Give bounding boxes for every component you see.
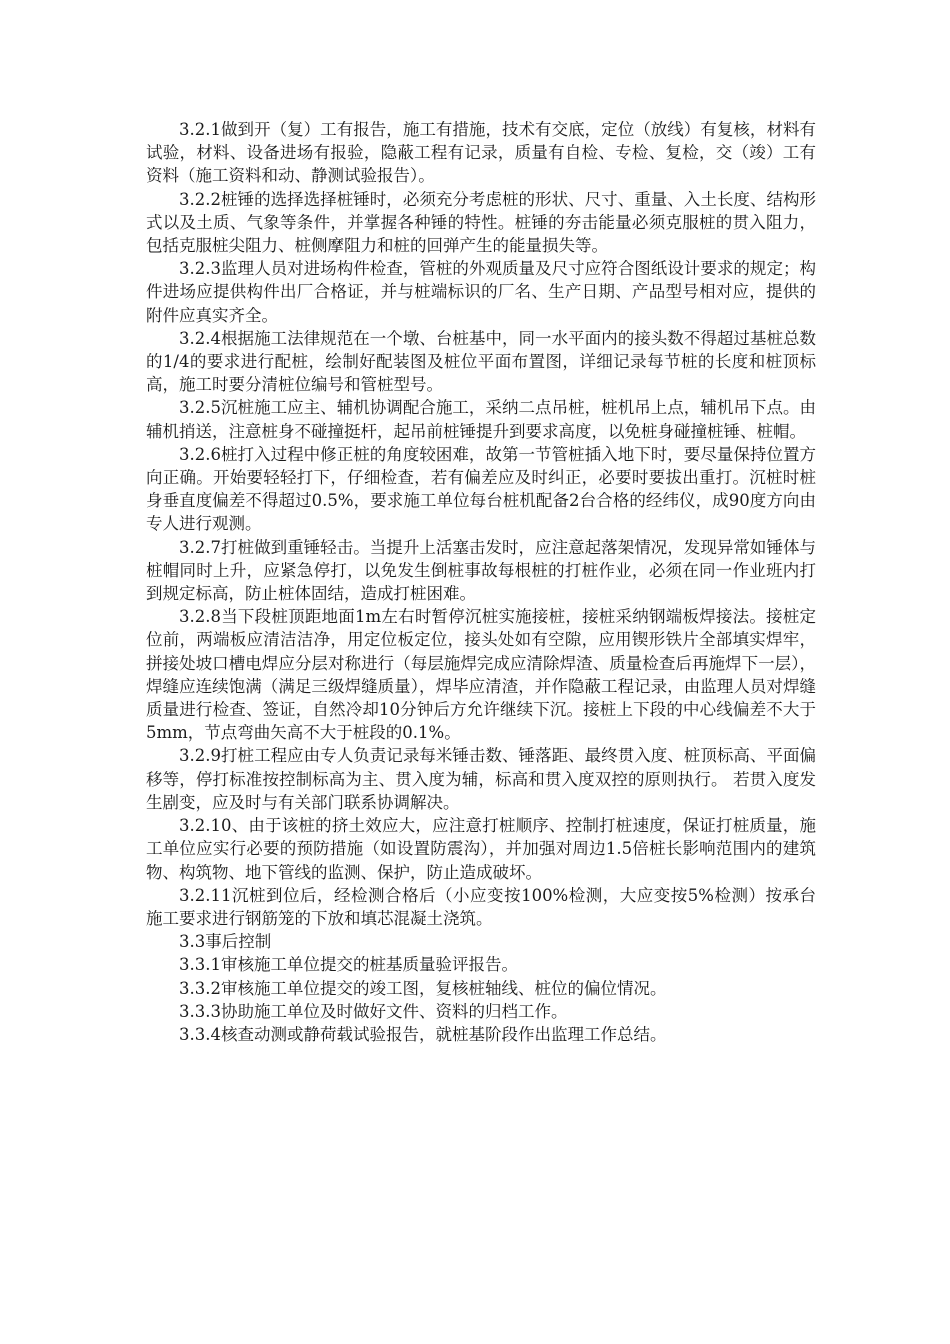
paragraph-3-2-2: 3.2.2桩锤的选择选择桩锤时，必须充分考虑桩的形状、尺寸、重量、入土长度、结构形式以及土质、气象等条件，并掌握各种锤的特性。桩锤的夯击能量必须克服桩的贯入阻力，包括克服桩尖阻力、桩侧摩阻力和桩的回弹产生的能量损失等。 xyxy=(146,189,816,256)
paragraph-3-2-1: 3.2.1做到开（复）工有报告，施工有措施，技术有交底，定位（放线）有复核，材料有试验，材料、设备进场有报验，隐蔽工程有记录，质量有自检、专检、复检，交（竣）工有资料（施工资料和动、静测试验报告）。 xyxy=(146,120,816,186)
paragraph-3-2-9: 3.2.9打桩工程应由专人负责记录每米锤击数、锤落距、最终贯入度、桩顶标高、平面偏移等，停打标准按控制标高为主、贯入度为辅，标高和贯入度双控的原则执行。 若贯入度发生剧变，应及时与有关部门联系协调解决。 xyxy=(146,746,816,812)
paragraph-3-2-11: 3.2.11沉桩到位后，经检测合格后（小应变按100%检测，大应变按5%检测）按承台施工要求进行钢筋笼的下放和填芯混凝土浇筑。 xyxy=(146,885,816,928)
paragraph-3-2-3: 3.2.3监理人员对进场构件检查，管桩的外观质量及尺寸应符合图纸设计要求的规定；构件进场应提供构件出厂合格证，并与桩端标识的厂名、生产日期、产品型号相对应，提供的附件应真实齐全。 xyxy=(146,259,816,325)
paragraph-3-3-1: 3.3.1审核施工单位提交的桩基质量验评报告。 xyxy=(179,955,518,975)
paragraph-3-2-5: 3.2.5沉桩施工应主、辅机协调配合施工，采纳二点吊桩，桩机吊上点，辅机吊下点。由辅机捎送，注意桩身不碰撞挺杆，起吊前桩锤提升到要求高度，以免桩身碰撞桩锤、桩帽。 xyxy=(146,398,816,441)
paragraph-3-3-4: 3.3.4核查动测或静荷载试验报告，就桩基阶段作出监理工作总结。 xyxy=(179,1024,667,1044)
paragraph-3-2-7: 3.2.7打桩做到重锤轻击。当提升上活塞击发时，应注意起落架情况，发现异常如锤体与桩帽同时上升，应紧急停打，以免发生倒桩事故每根桩的打桩作业，必须在同一作业班内打到规定标高，防止桩体固结，造成打桩困难。 xyxy=(146,537,816,604)
paragraph-3-2-10: 3.2.10、由于该桩的挤土效应大，应注意打桩顺序、控制打桩速度，保证打桩质量，施工单位应实行必要的预防措施（如设置防震沟），并加强对周边1.5倍桩长影响范围内的建筑物、构筑物、地下管线的监测、保护，防止造成破坏。 xyxy=(146,816,816,882)
section-heading-3-3: 3.3事后控制 xyxy=(179,932,272,952)
document-body xyxy=(146,118,816,1046)
paragraph-3-2-4: 3.2.4根据施工法律规范在一个墩、台桩基中，同一水平面内的接头数不得超过基桩总数的1/4的要求进行配桩，绘制好配装图及桩位平面布置图，详细记录每节桩的长度和桩顶标高，施工时要分清桩位编号和管桩型号。 xyxy=(146,328,816,395)
paragraph-3-2-6: 3.2.6桩打入过程中修正桩的角度较困难，故第一节管桩插入地下时，要尽量保持位置方向正确。开始要轻轻打下，仔细检查，若有偏差应及时纠正，必要时要拔出重打。沉桩时桩身垂直度偏差不得超过0.5%，要求施工单位每台桩机配备2台合格的经纬仪，成90度方向由专人进行观测。 xyxy=(146,444,816,534)
paragraph-3-3-3: 3.3.3协助施工单位及时做好文件、资料的归档工作。 xyxy=(179,1001,568,1021)
paragraph-3-2-8: 3.2.8当下段桩顶距地面1m左右时暂停沉桩实施接桩，接桩采纳钢端板焊接法。接桩定位前，两端板应清洁洁净，用定位板定位，接头处如有空隙，应用锲形铁片全部填实焊牢，拼接处坡口槽电焊应分层对称进行（每层施焊完成应清除焊渣、质量检查后再施焊下一层），焊缝应连续饱满（满足三级焊缝质量），焊毕应清渣，并作隐蔽工程记录，由监理人员对焊缝质量进行检查、签证，自然冷却10分钟后方允许继续下沉。接桩上下段的中心线偏差不大于5mm，节点弯曲矢高不大于桩段的0.1%。 xyxy=(146,607,816,743)
paragraph-3-3-2: 3.3.2审核施工单位提交的竣工图，复核桩轴线、桩位的偏位情况。 xyxy=(179,978,667,998)
